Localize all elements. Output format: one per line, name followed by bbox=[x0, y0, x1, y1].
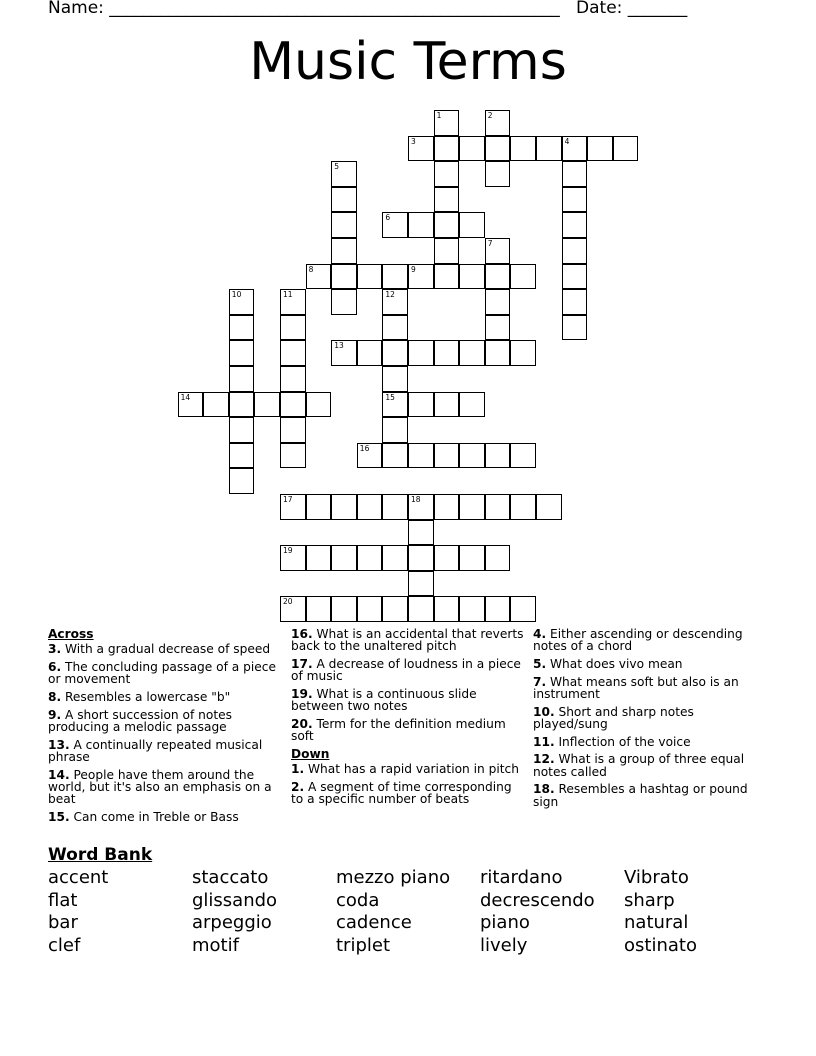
grid-cell[interactable] bbox=[485, 238, 511, 264]
grid-cell[interactable] bbox=[382, 417, 408, 443]
grid-cell[interactable] bbox=[254, 392, 280, 418]
clue-number: 13 bbox=[334, 341, 344, 351]
word-bank-item: coda bbox=[336, 889, 380, 911]
grid-cell[interactable] bbox=[331, 238, 357, 264]
grid-cell[interactable] bbox=[434, 494, 460, 520]
grid-cell[interactable] bbox=[229, 392, 255, 418]
grid-cell[interactable] bbox=[306, 392, 332, 418]
grid-cell[interactable] bbox=[382, 315, 408, 341]
word-bank-item: clef bbox=[48, 935, 81, 957]
grid-cell[interactable] bbox=[331, 289, 357, 315]
grid-cell[interactable] bbox=[408, 571, 434, 597]
grid-cell[interactable] bbox=[510, 443, 536, 469]
clue-number: 2 bbox=[487, 111, 493, 120]
word-bank-item: arpeggio bbox=[192, 912, 272, 934]
grid-cell[interactable] bbox=[331, 340, 357, 366]
clue-number-label: 6. bbox=[48, 660, 62, 674]
clue-text: What does vivo mean bbox=[546, 657, 683, 671]
clue-text: The concluding passage of a piece or movement bbox=[48, 660, 276, 687]
word-bank-item: glissando bbox=[192, 889, 278, 911]
clue-number-label: 9. bbox=[48, 707, 62, 722]
grid-cell[interactable] bbox=[229, 468, 255, 494]
clue-text: A continually repeated musical phrase bbox=[48, 737, 263, 764]
clue-number: 8 bbox=[308, 264, 314, 274]
grid-cell[interactable] bbox=[357, 494, 383, 520]
grid-cell[interactable] bbox=[485, 596, 511, 622]
grid-cell[interactable] bbox=[434, 596, 460, 622]
grid-cell[interactable] bbox=[357, 340, 383, 366]
grid-cell[interactable] bbox=[485, 110, 511, 136]
grid-cell[interactable] bbox=[280, 494, 306, 520]
grid-cell[interactable] bbox=[485, 161, 511, 187]
grid-cell[interactable] bbox=[306, 264, 332, 290]
grid-cell[interactable] bbox=[485, 315, 511, 341]
grid-cell[interactable] bbox=[408, 596, 434, 622]
clue-text: A decrease of loudness in a piece of music bbox=[291, 657, 521, 684]
clue-item bbox=[291, 763, 527, 775]
word-bank-item: sharp bbox=[624, 889, 675, 911]
grid-cell[interactable] bbox=[459, 264, 485, 290]
clue-number-label: 16. bbox=[291, 627, 313, 641]
grid-cell[interactable] bbox=[280, 443, 306, 469]
grid-cell[interactable] bbox=[306, 545, 332, 571]
grid-cell[interactable] bbox=[229, 340, 255, 366]
clue-text: A short succession of notes producing a melodic passage bbox=[48, 707, 232, 734]
grid-cell[interactable] bbox=[280, 596, 306, 622]
grid-cell[interactable] bbox=[434, 187, 460, 213]
grid-cell[interactable] bbox=[357, 264, 383, 290]
clue-number-label: 10. bbox=[533, 704, 555, 719]
grid-cell[interactable] bbox=[459, 340, 485, 366]
grid-cell[interactable] bbox=[280, 315, 306, 341]
clue-number-label: 12. bbox=[533, 752, 555, 767]
clue-number: 6 bbox=[385, 213, 391, 223]
clue-number: 11 bbox=[283, 290, 293, 300]
clue-section-heading: Down bbox=[291, 747, 330, 761]
clue-item bbox=[291, 628, 527, 653]
clue-number: 5 bbox=[334, 162, 339, 172]
grid-cell[interactable] bbox=[562, 161, 588, 187]
clue-section-heading: Across bbox=[48, 627, 94, 641]
word-bank-item: decrescendo bbox=[480, 889, 595, 911]
clue-number-label: 4. bbox=[533, 627, 547, 641]
grid-cell[interactable] bbox=[382, 289, 408, 315]
clue-number-label: 7. bbox=[533, 674, 547, 689]
grid-cell[interactable] bbox=[459, 494, 485, 520]
clue-text: Resembles a lowercase "b" bbox=[61, 690, 231, 704]
clue-item bbox=[291, 658, 527, 683]
grid-cell[interactable] bbox=[485, 136, 511, 162]
grid-cell[interactable] bbox=[203, 392, 229, 418]
word-bank-item: staccato bbox=[192, 867, 269, 888]
clue-text: Either ascending or descending notes of a chord bbox=[533, 627, 743, 654]
grid-cell[interactable] bbox=[459, 596, 485, 622]
grid-cell[interactable] bbox=[434, 264, 460, 290]
clue-number-label: 3. bbox=[48, 642, 62, 657]
grid-cell[interactable] bbox=[382, 443, 408, 469]
clue-number: 16 bbox=[359, 443, 370, 453]
grid-cell[interactable] bbox=[408, 340, 434, 366]
grid-cell[interactable] bbox=[434, 136, 460, 162]
clue-text: Short and sharp notes played/sung bbox=[533, 704, 694, 731]
clue-number-label: 8. bbox=[48, 690, 62, 704]
clue-number: 7 bbox=[487, 239, 493, 248]
clue-number: 4 bbox=[564, 136, 570, 146]
grid-cell[interactable] bbox=[408, 212, 434, 238]
clue-item bbox=[48, 661, 284, 686]
grid-cell[interactable] bbox=[536, 494, 562, 520]
grid-cell[interactable] bbox=[408, 520, 434, 546]
grid-cell[interactable] bbox=[562, 289, 588, 315]
name-label: Name: bbox=[48, 0, 104, 18]
clue-text: What means soft but also is an instrument bbox=[533, 674, 739, 701]
grid-cell[interactable] bbox=[331, 264, 357, 290]
grid-cell[interactable] bbox=[408, 264, 434, 290]
grid-cell[interactable] bbox=[562, 187, 588, 213]
grid-cell[interactable] bbox=[229, 315, 255, 341]
clue-column-3 bbox=[533, 628, 769, 813]
grid-cell[interactable] bbox=[280, 417, 306, 443]
clue-text: Can come in Treble or Bass bbox=[69, 810, 239, 824]
grid-cell[interactable] bbox=[408, 392, 434, 418]
clue-number-label: 11. bbox=[533, 734, 555, 749]
grid-cell[interactable] bbox=[280, 366, 306, 392]
word-bank-item: cadence bbox=[336, 912, 412, 934]
clue-number-label: 20. bbox=[291, 717, 313, 731]
clue-item bbox=[48, 643, 284, 655]
word-bank-item: natural bbox=[624, 912, 689, 934]
grid-cell[interactable] bbox=[408, 136, 434, 162]
word-bank-item: motif bbox=[192, 935, 239, 957]
word-bank-item: Vibrato bbox=[624, 867, 689, 888]
word-bank-item: flat bbox=[48, 889, 78, 911]
grid-cell[interactable] bbox=[306, 494, 332, 520]
grid-cell[interactable] bbox=[459, 136, 485, 162]
grid-cell[interactable] bbox=[280, 392, 306, 418]
date-line[interactable]: _______ bbox=[627, 0, 688, 18]
clue-text: A segment of time corresponding to a specific number of beats bbox=[291, 780, 512, 807]
word-bank-item: lively bbox=[480, 935, 528, 957]
grid-cell[interactable] bbox=[357, 443, 383, 469]
clue-number: 10 bbox=[231, 290, 242, 300]
clue-number-label: 18. bbox=[533, 782, 555, 797]
grid-cell[interactable] bbox=[434, 340, 460, 366]
clue-number-label: 5. bbox=[533, 657, 547, 671]
grid-cell[interactable] bbox=[434, 212, 460, 238]
clue-text: Inflection of the voice bbox=[554, 734, 691, 749]
grid-cell[interactable] bbox=[331, 212, 357, 238]
grid-cell[interactable] bbox=[485, 340, 511, 366]
clue-item bbox=[533, 783, 769, 808]
clue-text: What has a rapid variation in pitch bbox=[304, 762, 519, 777]
clue-number-label: 13. bbox=[48, 737, 70, 752]
clue-text: With a gradual decrease of speed bbox=[61, 642, 271, 657]
grid-cell[interactable] bbox=[459, 212, 485, 238]
name-line[interactable]: _____________________________________________________ bbox=[109, 0, 560, 18]
clue-item bbox=[533, 706, 769, 731]
grid-cell[interactable] bbox=[536, 136, 562, 162]
grid-cell[interactable] bbox=[459, 443, 485, 469]
grid-cell[interactable] bbox=[510, 264, 536, 290]
grid-cell[interactable] bbox=[229, 289, 255, 315]
clue-text: What is an accidental that reverts back to the unaltered pitch bbox=[291, 627, 524, 654]
clue-item bbox=[533, 736, 769, 748]
grid-cell[interactable] bbox=[357, 596, 383, 622]
grid-cell[interactable] bbox=[280, 289, 306, 315]
clue-item bbox=[291, 781, 527, 806]
grid-cell[interactable] bbox=[306, 596, 332, 622]
grid-cell[interactable] bbox=[280, 340, 306, 366]
grid-cell[interactable] bbox=[382, 340, 408, 366]
clue-number: 20 bbox=[283, 597, 293, 607]
clue-item bbox=[48, 691, 284, 703]
clue-item bbox=[533, 628, 769, 653]
grid-cell[interactable] bbox=[382, 392, 408, 418]
grid-cell[interactable] bbox=[382, 545, 408, 571]
grid-cell[interactable] bbox=[408, 494, 434, 520]
grid-cell[interactable] bbox=[562, 315, 588, 341]
grid-cell[interactable] bbox=[434, 238, 460, 264]
date-label: Date: bbox=[576, 0, 623, 18]
clue-number-label: 2. bbox=[291, 780, 305, 794]
clue-number: 15 bbox=[385, 392, 395, 402]
word-bank-item: ritardano bbox=[480, 867, 563, 888]
clue-text: What is a group of three equal notes called bbox=[533, 752, 745, 779]
clue-item bbox=[48, 769, 284, 806]
grid-cell[interactable] bbox=[485, 545, 511, 571]
clue-item bbox=[533, 658, 769, 670]
clue-number: 19 bbox=[283, 546, 293, 556]
grid-cell[interactable] bbox=[562, 264, 588, 290]
grid-cell[interactable] bbox=[434, 392, 460, 418]
grid-cell[interactable] bbox=[562, 212, 588, 238]
grid-cell[interactable] bbox=[331, 187, 357, 213]
word-bank-item: bar bbox=[48, 912, 78, 934]
clue-number: 17 bbox=[283, 495, 293, 504]
grid-cell[interactable] bbox=[331, 596, 357, 622]
clue-item bbox=[48, 811, 284, 823]
grid-cell[interactable] bbox=[229, 417, 255, 443]
grid-cell[interactable] bbox=[382, 212, 408, 238]
word-bank-item: ostinato bbox=[624, 935, 697, 957]
clue-item bbox=[533, 753, 769, 778]
grid-cell[interactable] bbox=[408, 545, 434, 571]
clue-number-label: 1. bbox=[291, 762, 305, 777]
clue-column-1 bbox=[48, 628, 284, 829]
clue-text: People have them around the world, but it's also an emphasis on a beat bbox=[48, 767, 272, 807]
grid-cell[interactable] bbox=[357, 545, 383, 571]
clue-text: Term for the definition medium soft bbox=[291, 717, 506, 744]
clue-number: 1 bbox=[436, 111, 442, 120]
grid-cell[interactable] bbox=[510, 596, 536, 622]
grid-cell[interactable] bbox=[229, 366, 255, 392]
grid-cell[interactable] bbox=[434, 110, 460, 136]
grid-cell[interactable] bbox=[613, 136, 639, 162]
clue-number-label: 17. bbox=[291, 657, 313, 671]
clue-number: 18 bbox=[411, 495, 421, 504]
grid-cell[interactable] bbox=[510, 494, 536, 520]
grid-cell[interactable] bbox=[408, 443, 434, 469]
grid-cell[interactable] bbox=[485, 289, 511, 315]
grid-cell[interactable] bbox=[178, 392, 204, 418]
clue-item bbox=[48, 709, 284, 734]
grid-cell[interactable] bbox=[382, 494, 408, 520]
clue-number-label: 14. bbox=[48, 767, 70, 782]
grid-cell[interactable] bbox=[510, 136, 536, 162]
grid-cell[interactable] bbox=[434, 545, 460, 571]
grid-cell[interactable] bbox=[562, 136, 588, 162]
clue-number: 3 bbox=[411, 136, 416, 146]
clue-number: 12 bbox=[385, 290, 395, 300]
grid-cell[interactable] bbox=[280, 545, 306, 571]
page-title: Music Terms bbox=[249, 32, 567, 92]
clue-item bbox=[291, 718, 527, 743]
clue-item bbox=[533, 676, 769, 701]
clue-number-label: 19. bbox=[291, 687, 313, 701]
grid-cell[interactable] bbox=[331, 494, 357, 520]
clue-item bbox=[291, 688, 527, 713]
grid-cell[interactable] bbox=[382, 366, 408, 392]
grid-cell[interactable] bbox=[587, 136, 613, 162]
grid-cell[interactable] bbox=[459, 545, 485, 571]
word-bank-item: triplet bbox=[336, 935, 391, 957]
grid-cell[interactable] bbox=[485, 264, 511, 290]
clue-number-label: 15. bbox=[48, 810, 70, 824]
grid-cell[interactable] bbox=[485, 494, 511, 520]
word-bank-item: piano bbox=[480, 912, 530, 934]
grid-cell[interactable] bbox=[510, 340, 536, 366]
word-bank-item: accent bbox=[48, 867, 109, 888]
grid-cell[interactable] bbox=[382, 596, 408, 622]
clue-text: Resembles a hashtag or pound sign bbox=[533, 782, 748, 809]
word-bank-item: mezzo piano bbox=[336, 867, 451, 888]
grid-cell[interactable] bbox=[331, 161, 357, 187]
clue-number: 14 bbox=[180, 392, 191, 402]
grid-cell[interactable] bbox=[382, 264, 408, 290]
grid-cell[interactable] bbox=[434, 161, 460, 187]
grid-cell[interactable] bbox=[459, 392, 485, 418]
clue-text: What is a continuous slide between two notes bbox=[291, 687, 477, 714]
grid-cell[interactable] bbox=[331, 545, 357, 571]
grid-cell[interactable] bbox=[434, 443, 460, 469]
grid-cell[interactable] bbox=[485, 443, 511, 469]
grid-cell[interactable] bbox=[562, 238, 588, 264]
word-bank-title: Word Bank bbox=[48, 845, 153, 865]
clue-number: 9 bbox=[411, 264, 416, 274]
clue-column-2 bbox=[291, 628, 527, 811]
clue-item bbox=[48, 739, 284, 764]
grid-cell[interactable] bbox=[229, 443, 255, 469]
